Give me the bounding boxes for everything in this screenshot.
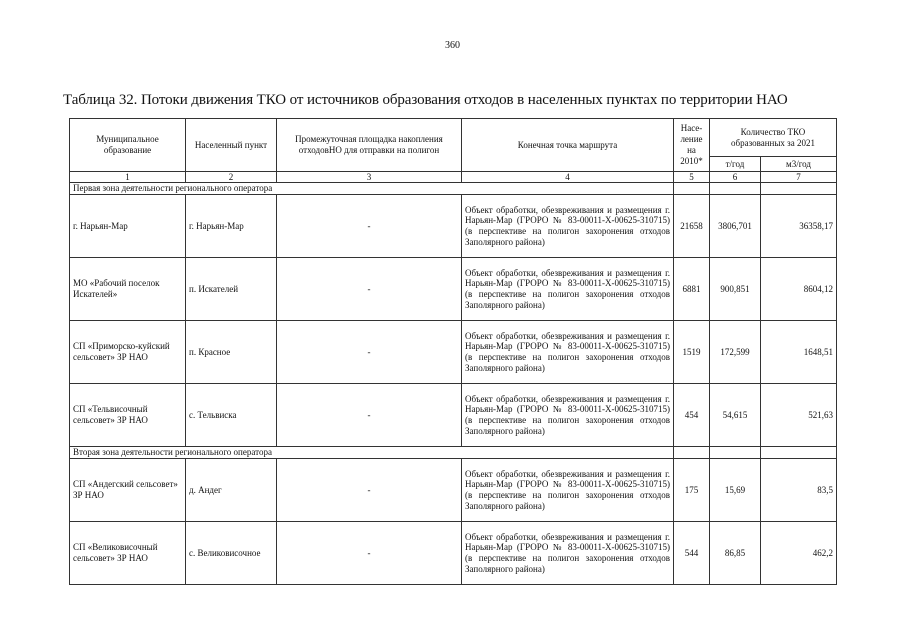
population-cell: 1519 [674, 321, 710, 384]
tons-cell: 54,615 [710, 384, 761, 447]
tons-cell: 15,69 [710, 459, 761, 522]
column-number: 6 [710, 172, 761, 183]
zone-title: Первая зона деятельности регионального оператора [70, 183, 674, 195]
column-number: 2 [186, 172, 277, 183]
municipality-cell: СП «Тельвисочный сельсовет» ЗР НАО [70, 384, 186, 447]
endpoint-cell: Объект обработки, обезвреживания и размещения г. Нарьян-Мар (ГРОРО № 83-00011-Х-00625-310715) (в перспективе на полигон захоронения отходов Заполярного района) [462, 384, 674, 447]
column-number: 1 [70, 172, 186, 183]
settlement-cell: г. Нарьян-Мар [186, 195, 277, 258]
municipality-cell: СП «Великовисочный сельсовет» ЗР НАО [70, 522, 186, 585]
m3-cell: 1648,51 [761, 321, 837, 384]
population-cell: 175 [674, 459, 710, 522]
header-population: Насе-ление на 2010* [674, 119, 710, 172]
endpoint-cell: Объект обработки, обезвреживания и размещения г. Нарьян-Мар (ГРОРО № 83-00011-Х-00625-310715) (в перспективе на полигон захоронения отходов Заполярного района) [462, 195, 674, 258]
zone-title: Вторая зона деятельности регионального оператора [70, 447, 674, 459]
table-row [70, 384, 837, 447]
population-cell: 454 [674, 384, 710, 447]
tons-cell: 172,599 [710, 321, 761, 384]
municipality-cell: МО «Рабочий поселок Искателей» [70, 258, 186, 321]
header-intermediate-site: Промежуточная площадка накопления отходовНО для отправки на полигон [277, 119, 462, 172]
header-municipality: Муниципальное образование [70, 119, 186, 172]
endpoint-cell: Объект обработки, обезвреживания и размещения г. Нарьян-Мар (ГРОРО № 83-00011-Х-00625-310715) (в перспективе на полигон захоронения отходов Заполярного района) [462, 522, 674, 585]
page-number: 360 [445, 40, 460, 51]
intermediate-cell: - [277, 258, 462, 321]
tons-cell: 86,85 [710, 522, 761, 585]
table-row [70, 459, 837, 522]
m3-cell: 521,63 [761, 384, 837, 447]
zone-row [70, 447, 837, 459]
intermediate-cell: - [277, 384, 462, 447]
intermediate-cell: - [277, 321, 462, 384]
settlement-cell: д. Андег [186, 459, 277, 522]
intermediate-cell: - [277, 195, 462, 258]
column-number: 7 [761, 172, 837, 183]
municipality-cell: СП «Андегский сельсовет» ЗР НАО [70, 459, 186, 522]
endpoint-cell: Объект обработки, обезвреживания и размещения г. Нарьян-Мар (ГРОРО № 83-00011-Х-00625-310715) (в перспективе на полигон захоронения отходов Заполярного района) [462, 459, 674, 522]
table-row [70, 321, 837, 384]
m3-cell: 8604,12 [761, 258, 837, 321]
settlement-cell: с. Тельвиска [186, 384, 277, 447]
header-route-endpoint: Конечная точка маршрута [462, 119, 674, 172]
tons-cell: 900,851 [710, 258, 761, 321]
population-cell: 6881 [674, 258, 710, 321]
header-tons: т/год [710, 157, 761, 172]
table-row [70, 522, 837, 585]
m3-cell: 462,2 [761, 522, 837, 585]
column-number: 3 [277, 172, 462, 183]
m3-cell: 83,5 [761, 459, 837, 522]
population-cell: 544 [674, 522, 710, 585]
zone-row [70, 183, 837, 195]
intermediate-cell: - [277, 522, 462, 585]
tons-cell: 3806,701 [710, 195, 761, 258]
column-number: 5 [674, 172, 710, 183]
header-m3: м3/год [761, 157, 837, 172]
endpoint-cell: Объект обработки, обезвреживания и размещения г. Нарьян-Мар (ГРОРО № 83-00011-Х-00625-310715) (в перспективе на полигон захоронения отходов Заполярного района) [462, 258, 674, 321]
intermediate-cell: - [277, 459, 462, 522]
header-waste-quantity: Количество ТКО образованных за 2021 [710, 119, 837, 157]
settlement-cell: п. Красное [186, 321, 277, 384]
municipality-cell: СП «Приморско-куйский сельсовет» ЗР НАО [70, 321, 186, 384]
municipality-cell: г. Нарьян-Мар [70, 195, 186, 258]
table-caption: Таблица 32. Потоки движения ТКО от источников образования отходов в населенных пунктах по территории НАО [63, 92, 788, 108]
population-cell: 21658 [674, 195, 710, 258]
m3-cell: 36358,17 [761, 195, 837, 258]
settlement-cell: п. Искателей [186, 258, 277, 321]
table-row [70, 195, 837, 258]
column-number: 4 [462, 172, 674, 183]
header-settlement: Населенный пункт [186, 119, 277, 172]
endpoint-cell: Объект обработки, обезвреживания и размещения г. Нарьян-Мар (ГРОРО № 83-00011-Х-00625-310715) (в перспективе на полигон захоронения отходов Заполярного района) [462, 321, 674, 384]
settlement-cell: с. Великовисочное [186, 522, 277, 585]
table-row [70, 258, 837, 321]
column-number-row [70, 172, 837, 183]
waste-flow-table [69, 118, 837, 585]
